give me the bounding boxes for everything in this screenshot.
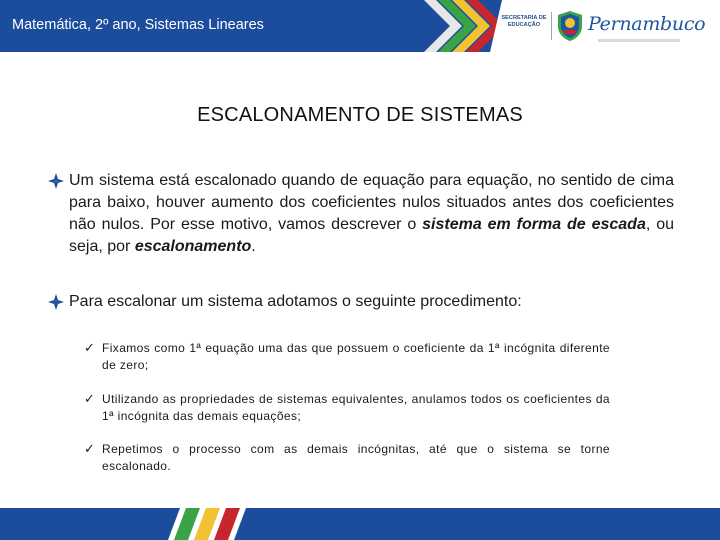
checkmark-icon: ✓ xyxy=(84,391,95,406)
bullet-escalonado xyxy=(48,170,674,258)
pernambuco-logo: Pernambuco xyxy=(588,13,706,35)
step-item xyxy=(84,340,610,374)
checkmark-icon: ✓ xyxy=(84,340,95,355)
header-title: Matemática, 2º ano, Sistemas Lineares xyxy=(12,17,264,33)
bullet-procedimento xyxy=(48,291,674,313)
logo-underline xyxy=(598,39,680,42)
step-text: Repetimos o processo com as demais incógnitas, até que o sistema se torne escalonado. xyxy=(102,442,610,473)
pernambuco-coat-of-arms-icon xyxy=(555,10,585,42)
emphasis-escalonamento: escalonamento xyxy=(134,238,252,255)
emphasis-sistema-escada: sistema em forma de escada xyxy=(422,216,646,233)
slide-title: ESCALONAMENTO DE SISTEMAS xyxy=(197,104,523,126)
secretaria-label: SECRETARIA DE EDUCAÇÃO xyxy=(501,15,547,28)
step-text: Fixamos como 1ª equação uma das que possuem o coeficiente da 1ª incógnita diferente de zero; xyxy=(102,341,610,372)
checkmark-icon: ✓ xyxy=(84,441,95,456)
decorative-stripes xyxy=(418,0,500,52)
bullet-text: Para escalonar um sistema adotamos o seguinte procedimento: xyxy=(69,293,522,310)
footer-band xyxy=(0,496,720,540)
diamond-bullet-icon xyxy=(48,294,64,310)
diamond-bullet-icon xyxy=(48,173,64,189)
step-item xyxy=(84,441,610,475)
step-text: Utilizando as propriedades de sistemas equivalentes, anulamos todos os coeficientes da 1ª incógnita das demais equações; xyxy=(102,392,610,423)
step-item xyxy=(84,391,610,425)
bullet-text: Um sistema está escalonado quando de equação para equação, no sentido de cima para baixo, houver aumento dos coeficientes nulos situados antes dos coeficientes não nulos. Por esse motivo, vamos descrever o sistema em forma de escada, ou seja, por escalonamento. xyxy=(69,172,675,255)
logo-divider xyxy=(551,12,552,40)
